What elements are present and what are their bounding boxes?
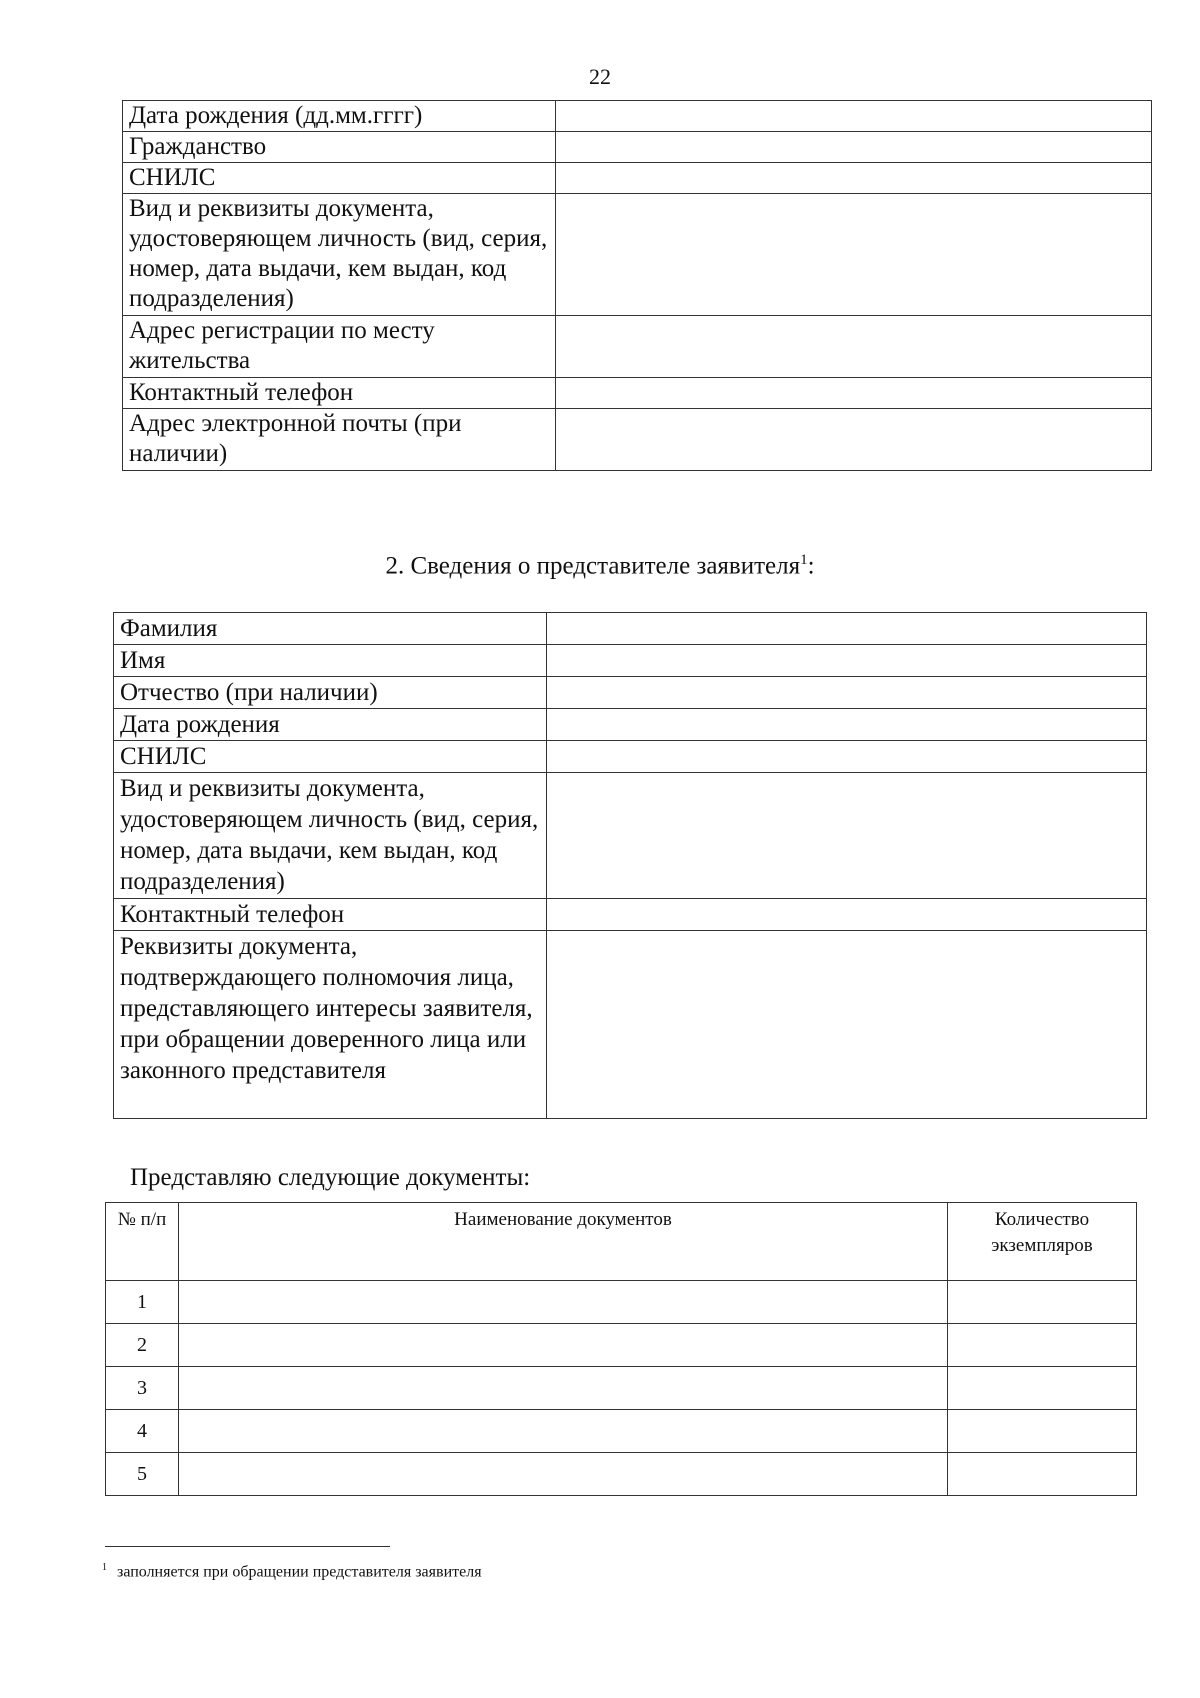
page-number: 22 — [589, 64, 611, 89]
table-row — [123, 101, 1152, 132]
row-number: 2 — [106, 1324, 179, 1367]
document-quantity-cell[interactable] — [948, 1410, 1137, 1453]
table-row — [123, 194, 1152, 316]
field-label: Отчество (при наличии) — [114, 677, 547, 709]
table-row — [114, 741, 1147, 773]
field-label: Дата рождения (дд.мм.гггг) — [123, 101, 556, 132]
field-value[interactable] — [556, 101, 1152, 132]
footnote-divider — [105, 1546, 390, 1547]
table-row — [106, 1410, 1137, 1453]
field-value[interactable] — [547, 645, 1147, 677]
field-label: Адрес электронной почты (при наличии) — [123, 409, 556, 471]
document-quantity-cell[interactable] — [948, 1324, 1137, 1367]
table-row — [106, 1324, 1137, 1367]
table-row — [106, 1367, 1137, 1410]
field-label: Имя — [114, 645, 547, 677]
field-value[interactable] — [556, 316, 1152, 378]
field-value[interactable] — [547, 773, 1147, 899]
table-row — [114, 709, 1147, 741]
field-label: Вид и реквизиты документа, удостоверяющем личность (вид, серия, номер, дата выдачи, кем выдан, код подразделения) — [114, 773, 547, 899]
field-value[interactable] — [556, 378, 1152, 409]
field-value[interactable] — [547, 677, 1147, 709]
table-row — [114, 931, 1147, 1119]
table-row — [123, 132, 1152, 163]
field-value[interactable] — [556, 194, 1152, 316]
table-row — [114, 773, 1147, 899]
documents-table — [105, 1202, 1137, 1496]
field-value[interactable] — [556, 132, 1152, 163]
table-row — [123, 316, 1152, 378]
row-number: 4 — [106, 1410, 179, 1453]
section-heading — [0, 552, 1200, 580]
table-row — [114, 645, 1147, 677]
field-value[interactable] — [547, 899, 1147, 931]
table-row — [123, 409, 1152, 471]
field-label: Фамилия — [114, 613, 547, 645]
section-heading-text: 2. Сведения о представителе заявителя — [385, 552, 801, 580]
field-label: Реквизиты документа, подтверждающего полномочия лица, представляющего интересы заявителя, при обращении доверенного лица или законного представителя — [114, 931, 547, 1119]
field-value[interactable] — [556, 409, 1152, 471]
table-row — [106, 1281, 1137, 1324]
document-quantity-cell[interactable] — [948, 1453, 1137, 1496]
footnote-number: 1 — [102, 1562, 107, 1573]
field-value[interactable] — [547, 709, 1147, 741]
field-value[interactable] — [547, 613, 1147, 645]
table-row — [106, 1453, 1137, 1496]
column-header-quantity: Количество экземпляров — [948, 1203, 1137, 1281]
table-row — [114, 613, 1147, 645]
field-label: Контактный телефон — [123, 378, 556, 409]
table-row — [114, 899, 1147, 931]
row-number: 5 — [106, 1453, 179, 1496]
field-value[interactable] — [547, 741, 1147, 773]
representative-info-table — [113, 612, 1147, 1119]
field-value[interactable] — [556, 163, 1152, 194]
table-row — [123, 163, 1152, 194]
field-label: Гражданство — [123, 132, 556, 163]
table-row — [123, 378, 1152, 409]
field-label: Дата рождения — [114, 709, 547, 741]
field-value[interactable] — [547, 931, 1147, 1119]
field-label: Вид и реквизиты документа, удостоверяющем личность (вид, серия, номер, дата выдачи, кем выдан, код подразделения) — [123, 194, 556, 316]
field-label: СНИЛС — [114, 741, 547, 773]
document-name-cell[interactable] — [179, 1410, 948, 1453]
field-label: Контактный телефон — [114, 899, 547, 931]
field-label: СНИЛС — [123, 163, 556, 194]
column-header-number: № п/п — [106, 1203, 179, 1281]
document-name-cell[interactable] — [179, 1281, 948, 1324]
table-header-row — [106, 1203, 1137, 1281]
document-quantity-cell[interactable] — [948, 1281, 1137, 1324]
field-label: Адрес регистрации по месту жительства — [123, 316, 556, 378]
table-row — [114, 677, 1147, 709]
document-name-cell[interactable] — [179, 1324, 948, 1367]
document-quantity-cell[interactable] — [948, 1367, 1137, 1410]
documents-intro: Представляю следующие документы: — [130, 1164, 531, 1191]
column-header-name: Наименование документов — [179, 1203, 948, 1281]
footnote-text: заполняется при обращении представителя заявителя — [117, 1563, 482, 1581]
document-name-cell[interactable] — [179, 1453, 948, 1496]
applicant-info-table — [122, 100, 1152, 471]
row-number: 3 — [106, 1367, 179, 1410]
document-name-cell[interactable] — [179, 1367, 948, 1410]
heading-colon: : — [807, 552, 815, 580]
footnote — [102, 1562, 482, 1581]
row-number: 1 — [106, 1281, 179, 1324]
footnote-mark: 1 — [800, 552, 808, 568]
